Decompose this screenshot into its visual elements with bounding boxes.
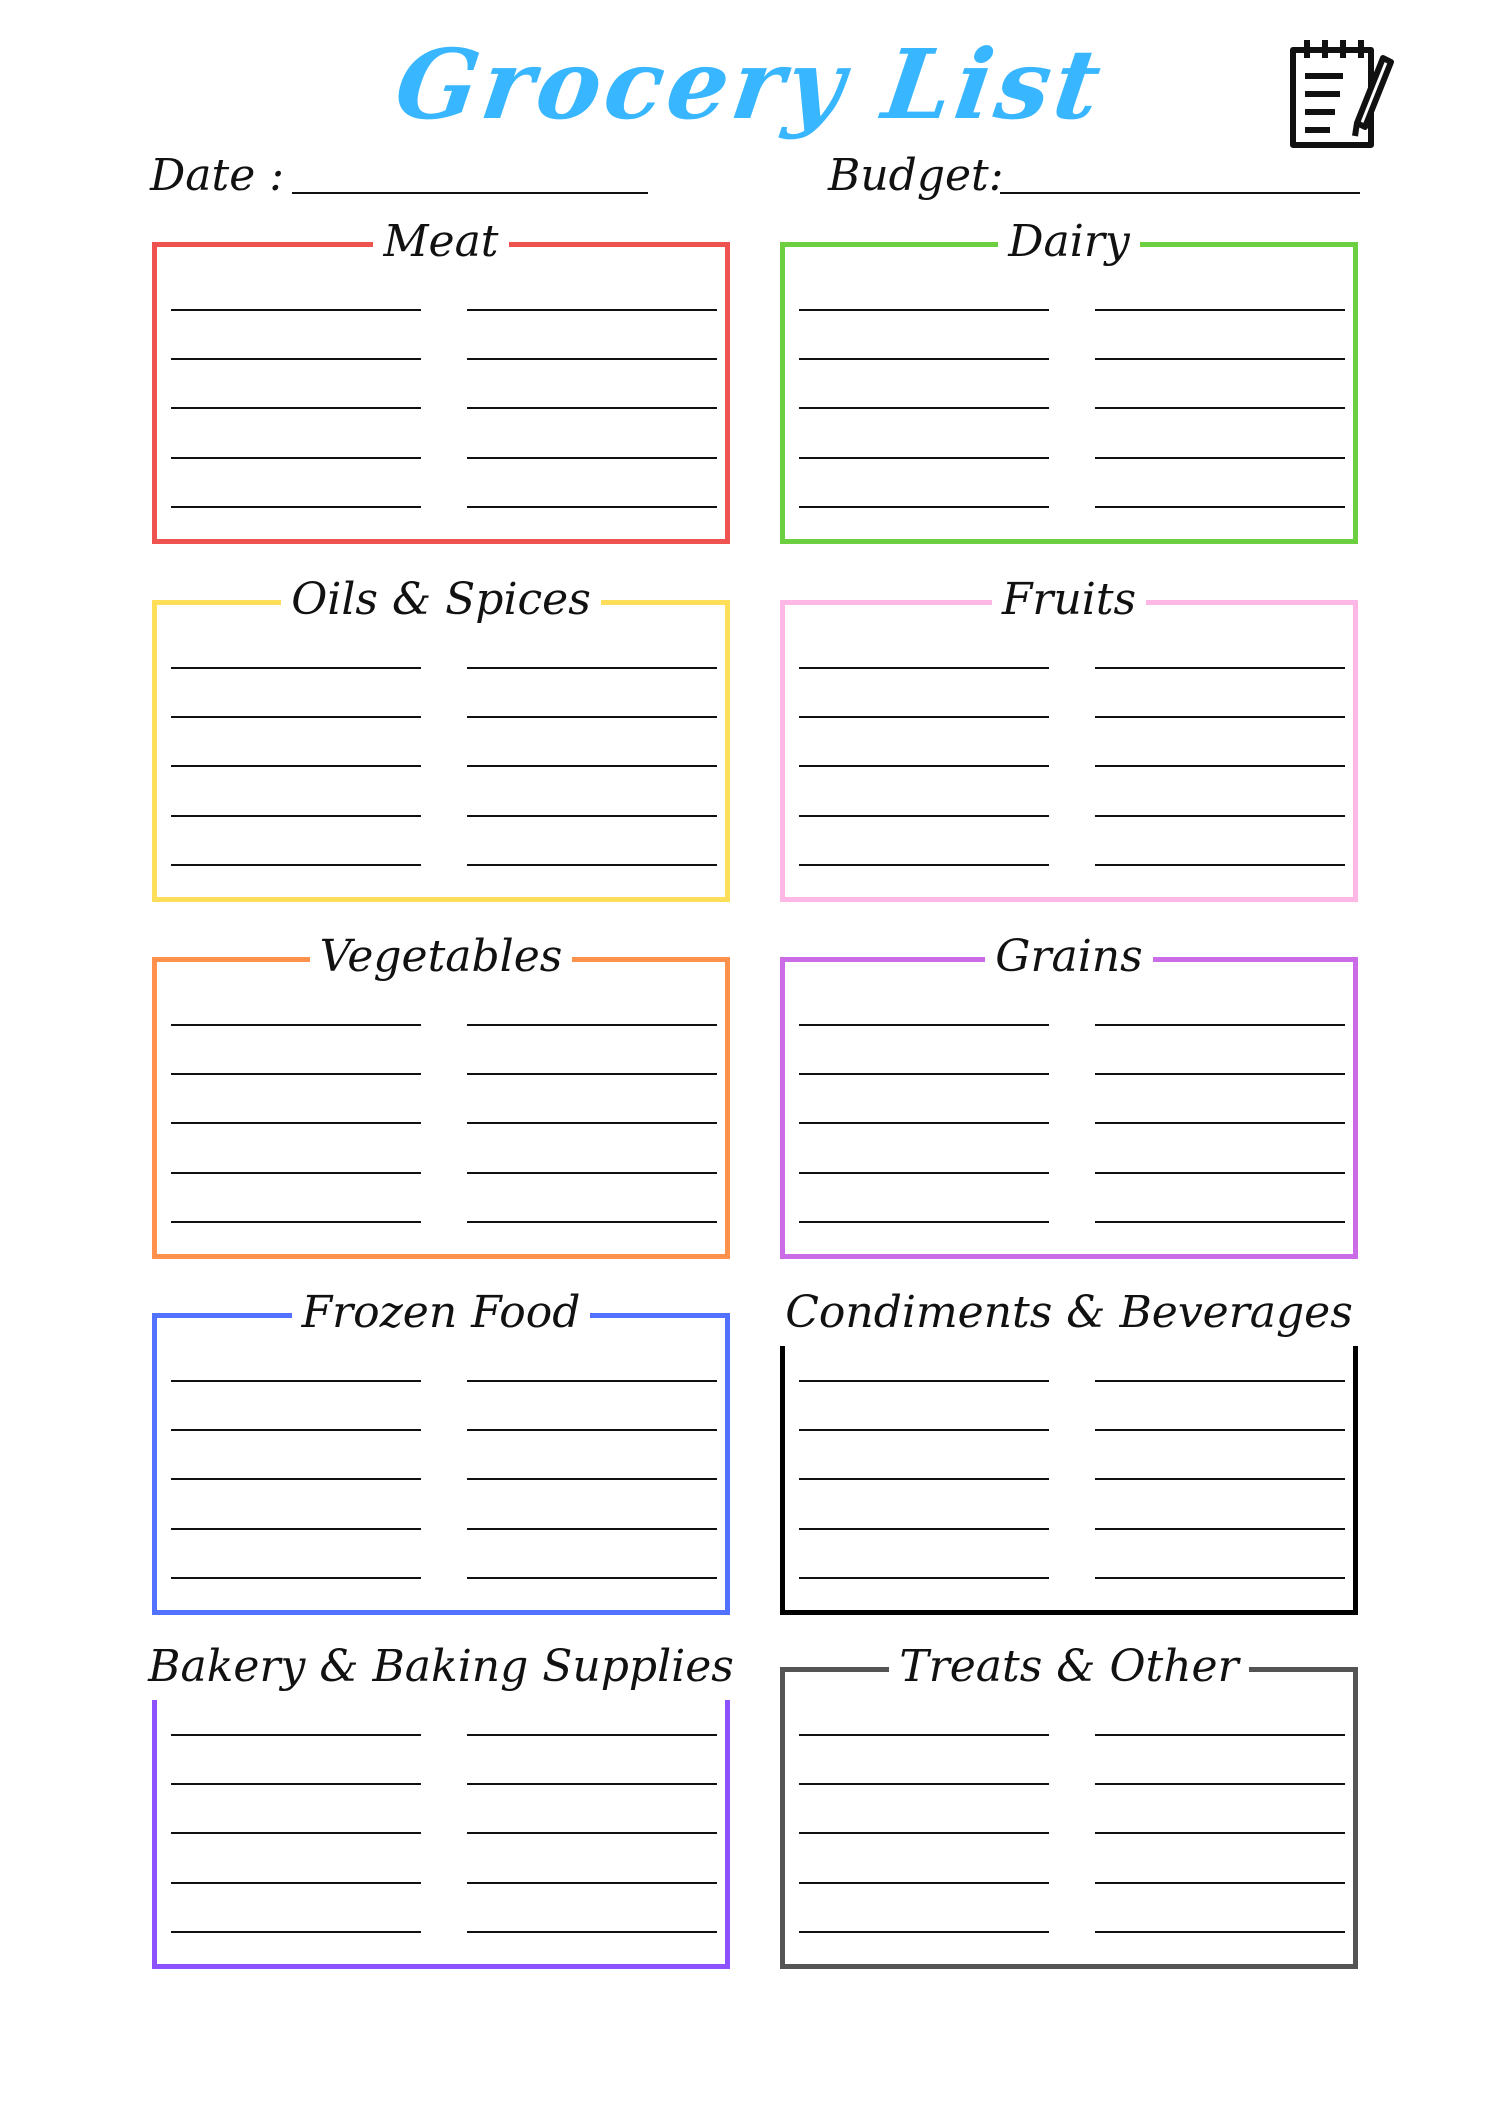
write-line[interactable]: [467, 716, 717, 718]
write-line[interactable]: [467, 1478, 717, 1480]
write-line[interactable]: [799, 457, 1049, 459]
section-title: Fruits: [992, 567, 1146, 633]
write-line[interactable]: [171, 1380, 421, 1382]
date-row: [150, 150, 650, 200]
section-grains: [780, 931, 1358, 1259]
section-title-wrap: [157, 209, 725, 275]
write-line[interactable]: [171, 1073, 421, 1075]
section-fruits: [780, 574, 1358, 902]
write-line[interactable]: [171, 1528, 421, 1530]
write-line[interactable]: [171, 1478, 421, 1480]
write-line[interactable]: [799, 667, 1049, 669]
section-title: Oils & Spices: [281, 567, 601, 633]
section-title-wrap: [785, 209, 1353, 275]
write-line[interactable]: [171, 716, 421, 718]
section-title-wrap: [148, 1634, 734, 1700]
section-vegetables: [152, 931, 730, 1259]
write-line[interactable]: [171, 1882, 421, 1884]
write-line[interactable]: [1095, 1024, 1345, 1026]
write-line[interactable]: [799, 1073, 1049, 1075]
write-line[interactable]: [467, 358, 717, 360]
write-line[interactable]: [799, 1380, 1049, 1382]
write-line[interactable]: [467, 1783, 717, 1785]
write-line[interactable]: [1095, 1478, 1345, 1480]
write-line[interactable]: [799, 1221, 1049, 1223]
write-line[interactable]: [171, 1429, 421, 1431]
section-oils-and-spices: [152, 574, 730, 902]
write-line[interactable]: [467, 667, 717, 669]
section-title: Bakery & Baking Supplies: [138, 1634, 744, 1700]
write-line[interactable]: [799, 407, 1049, 409]
write-line[interactable]: [171, 1024, 421, 1026]
write-line[interactable]: [171, 1577, 421, 1579]
write-line[interactable]: [467, 407, 717, 409]
section-title-wrap: [157, 1280, 725, 1346]
budget-row: [828, 150, 1368, 200]
section-title-wrap: [785, 1634, 1353, 1700]
write-line[interactable]: [799, 1172, 1049, 1174]
write-line[interactable]: [467, 815, 717, 817]
write-line[interactable]: [1095, 765, 1345, 767]
write-line[interactable]: [799, 1478, 1049, 1480]
write-line[interactable]: [799, 1931, 1049, 1933]
write-line[interactable]: [467, 1931, 717, 1933]
write-line[interactable]: [467, 765, 717, 767]
write-line[interactable]: [1095, 309, 1345, 311]
section-treats-and-other: [780, 1641, 1358, 1969]
date-line[interactable]: [292, 192, 648, 194]
write-line[interactable]: [171, 1221, 421, 1223]
write-line[interactable]: [1095, 407, 1345, 409]
write-line[interactable]: [467, 1577, 717, 1579]
write-line[interactable]: [467, 1380, 717, 1382]
write-line[interactable]: [171, 457, 421, 459]
write-line[interactable]: [1095, 1380, 1345, 1382]
write-line[interactable]: [171, 1832, 421, 1834]
section-condiments-and-beverages: [780, 1287, 1358, 1615]
section-title: Grains: [985, 924, 1152, 990]
write-line[interactable]: [1095, 1221, 1345, 1223]
write-line[interactable]: [1095, 716, 1345, 718]
write-line[interactable]: [467, 1172, 717, 1174]
write-line[interactable]: [171, 506, 421, 508]
write-line[interactable]: [171, 1783, 421, 1785]
section-meat: [152, 216, 730, 544]
section-frozen-food: [152, 1287, 730, 1615]
section-title: Condiments & Beverages: [775, 1280, 1363, 1346]
write-line[interactable]: [1095, 667, 1345, 669]
write-line[interactable]: [467, 1122, 717, 1124]
write-line[interactable]: [1095, 506, 1345, 508]
write-line[interactable]: [799, 309, 1049, 311]
write-line[interactable]: [171, 1122, 421, 1124]
write-line[interactable]: [1095, 1073, 1345, 1075]
write-line[interactable]: [171, 309, 421, 311]
write-line[interactable]: [799, 1783, 1049, 1785]
write-line[interactable]: [1095, 1172, 1345, 1174]
section-title: Vegetables: [310, 924, 573, 990]
write-line[interactable]: [467, 1882, 717, 1884]
write-line[interactable]: [171, 667, 421, 669]
section-title: Dairy: [998, 209, 1139, 275]
write-line[interactable]: [467, 1073, 717, 1075]
write-line[interactable]: [467, 1528, 717, 1530]
write-line[interactable]: [467, 1221, 717, 1223]
write-line[interactable]: [799, 1577, 1049, 1579]
write-line[interactable]: [1095, 457, 1345, 459]
write-line[interactable]: [1095, 864, 1345, 866]
date-label: Date :: [150, 150, 285, 201]
write-line[interactable]: [1095, 1832, 1345, 1834]
write-line[interactable]: [799, 1528, 1049, 1530]
notepad-pencil-icon: [1285, 28, 1395, 153]
write-line[interactable]: [1095, 1931, 1345, 1933]
write-line[interactable]: [799, 1024, 1049, 1026]
write-line[interactable]: [1095, 1783, 1345, 1785]
page-title: Grocery List: [388, 28, 1112, 141]
write-line[interactable]: [467, 506, 717, 508]
write-line[interactable]: [467, 864, 717, 866]
write-line[interactable]: [799, 1882, 1049, 1884]
write-line[interactable]: [799, 358, 1049, 360]
write-line[interactable]: [1095, 815, 1345, 817]
write-line[interactable]: [171, 864, 421, 866]
write-line[interactable]: [1095, 358, 1345, 360]
write-line[interactable]: [171, 358, 421, 360]
budget-line[interactable]: [1000, 192, 1360, 194]
write-line[interactable]: [799, 1122, 1049, 1124]
write-line[interactable]: [1095, 1429, 1345, 1431]
budget-label: Budget:: [828, 150, 1004, 201]
write-line[interactable]: [171, 815, 421, 817]
section-title-wrap: [157, 924, 725, 990]
write-line[interactable]: [171, 407, 421, 409]
write-line[interactable]: [171, 1734, 421, 1736]
write-line[interactable]: [171, 1931, 421, 1933]
write-line[interactable]: [467, 1734, 717, 1736]
write-line[interactable]: [467, 1429, 717, 1431]
write-line[interactable]: [171, 765, 421, 767]
write-line[interactable]: [799, 1832, 1049, 1834]
write-line[interactable]: [1095, 1882, 1345, 1884]
write-line[interactable]: [467, 457, 717, 459]
write-line[interactable]: [171, 1172, 421, 1174]
write-line[interactable]: [467, 309, 717, 311]
write-line[interactable]: [467, 1832, 717, 1834]
section-title-wrap: [785, 924, 1353, 990]
section-title-wrap: [157, 567, 725, 633]
write-line[interactable]: [1095, 1528, 1345, 1530]
write-line[interactable]: [799, 1734, 1049, 1736]
section-title-wrap: [785, 567, 1353, 633]
section-dairy: [780, 216, 1358, 544]
write-line[interactable]: [1095, 1122, 1345, 1124]
section-title: Meat: [373, 209, 508, 275]
write-line[interactable]: [799, 1429, 1049, 1431]
section-bakery-and-baking-supplies: [148, 1641, 734, 1969]
write-line[interactable]: [799, 765, 1049, 767]
write-line[interactable]: [799, 815, 1049, 817]
section-title: Frozen Food: [292, 1280, 591, 1346]
write-line[interactable]: [799, 506, 1049, 508]
write-line[interactable]: [467, 1024, 717, 1026]
write-line[interactable]: [1095, 1734, 1345, 1736]
write-line[interactable]: [799, 716, 1049, 718]
section-title: Treats & Other: [889, 1634, 1248, 1700]
write-line[interactable]: [799, 864, 1049, 866]
section-title-wrap: [785, 1280, 1353, 1346]
write-line[interactable]: [1095, 1577, 1345, 1579]
